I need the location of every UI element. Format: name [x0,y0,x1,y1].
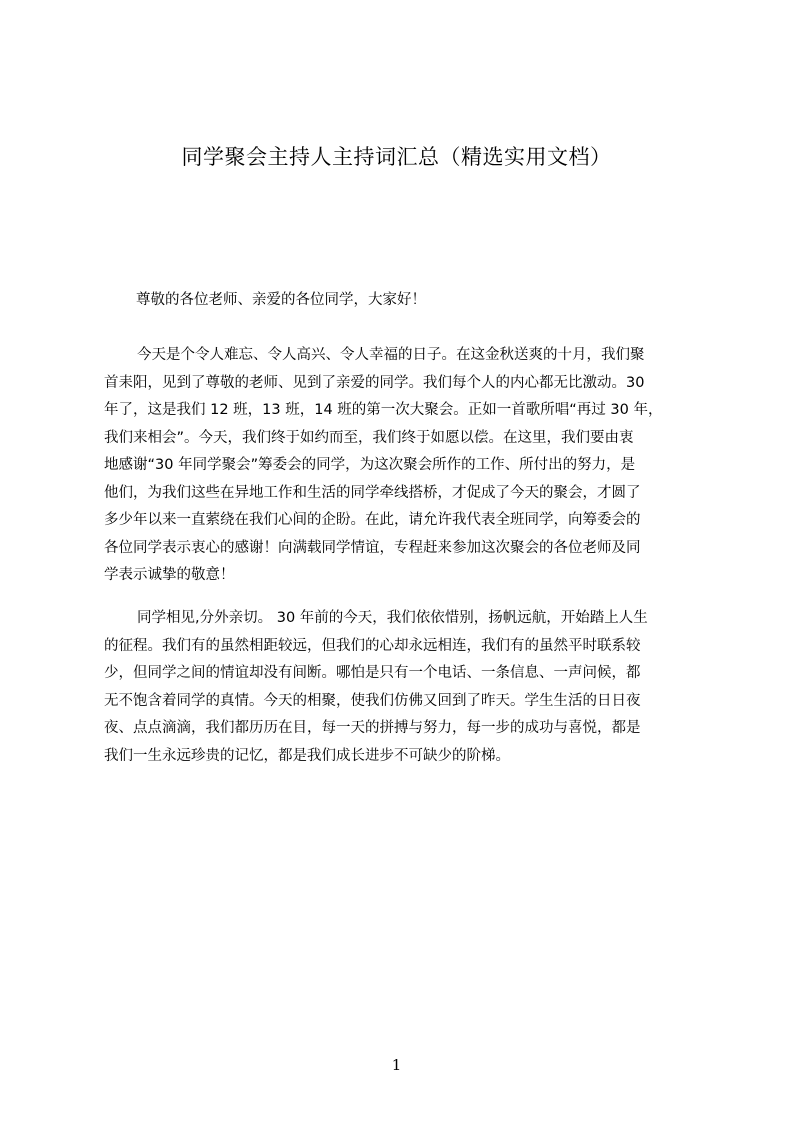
paragraph-line: 首耒阳，见到了尊敬的老师、见到了亲爱的同学。我们每个人的内心都无比激动。30 [104,374,645,391]
paragraph-line: 少，但同学之间的情谊却没有间断。哪怕是只有一个电话、一条信息、一声问候，都 [104,665,641,681]
paragraph-line: 年了，这是我们 12 班，13 班，14 班的第一次大聚会。正如一首歌所唱“再过 30 年， [104,402,663,418]
paragraph-line: 学表示诚挚的敬意！ [104,567,235,583]
paragraph-line: 今天是个令人难忘、令人高兴、令人幸福的日子。在这金秋送爽的十月，我们聚 [137,347,645,363]
paragraph-line: 同学相见,分外亲切。 30 年前的今天，我们依依惜别，扬帆远航，开始踏上人生 [137,610,648,626]
paragraph-line: 多少年以来一直萦绕在我们心间的企盼。在此，请允许我代表全班同学，向筹委会的 [104,512,641,528]
paragraph-line: 我们来相会”。今天，我们终于如约而至，我们终于如愿以偿。在这里，我们要由衷 [104,429,634,446]
greeting-text: 尊敬的各位老师、亲爱的各位同学，大家好！ [136,292,426,308]
paragraph-line: 夜、点点滴滴，我们都历历在目，每一天的拼搏与努力，每一步的成功与喜悦，都是 [104,720,641,736]
paragraph-line: 的征程。我们有的虽然相距较远，但我们的心却永远相连，我们有的虽然平时联系较 [104,637,641,654]
paragraph-line: 他们，为我们这些在异地工作和生活的同学牵线搭桥，才促成了今天的聚会，才圆了 [104,484,641,501]
document-title: 同学聚会主持人主持词汇总（精选实用文档） [181,145,612,169]
paragraph-line: 各位同学表示衷心的感谢！向满载同学情谊，专程赶来参加这次聚会的各位老师及同 [104,539,641,556]
paragraph-1 [104,342,704,590]
paragraph-line: 地感谢“30 年同学聚会”筹委会的同学，为这次聚会所作的工作、所付出的努力，是 [104,457,636,473]
paragraph-line: 我们一生永远珍贵的记忆，都是我们成长进步不可缺少的阶梯。 [104,747,510,764]
paragraph-2 [104,605,704,770]
page-number: 1 [391,1056,402,1074]
paragraph-line: 无不饱含着同学的真情。今天的相聚，使我们仿佛又回到了昨天。学生生活的日日夜 [104,692,641,709]
